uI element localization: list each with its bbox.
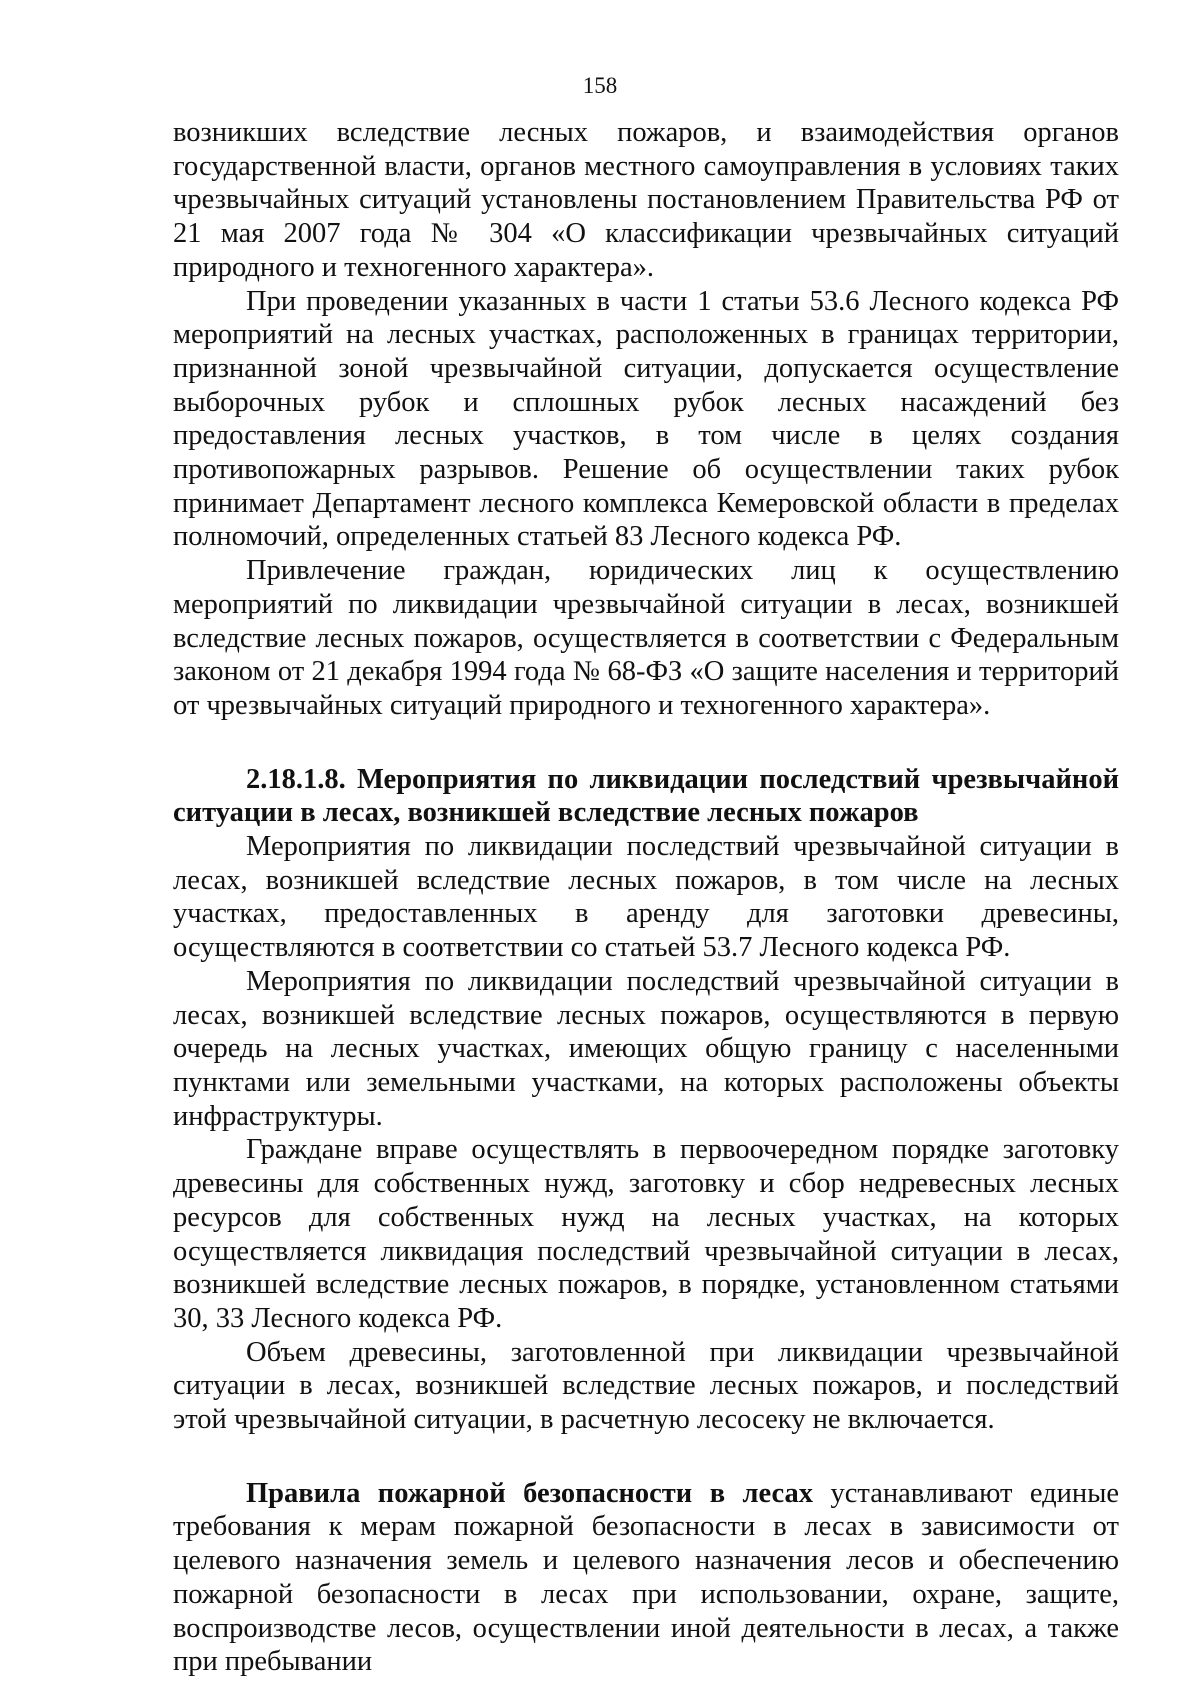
page-number: 158	[582, 73, 618, 98]
fire-safety-rules-text: устанавливают единые требования к мерам пожарной безопасности в лесах в зависимости от целевого назначения земель и целевого назначения лесов и обеспечению пожарной безопасности в лесах при использовании, охране, защите, воспроизводстве лесов, осуществлении иной деятельности в лесах, а также при пребывании	[173, 1477, 1119, 1678]
section-paragraph-priority-plots: Мероприятия по ликвидации последствий чрезвычайной ситуации в лесах, возникшей вследствие лесных пожаров, осуществляются в первую очередь на лесных участках, имеющих общую границу с населенными пунктами или земельными участками, на которых расположены объекты инфраструктуры.	[173, 965, 1119, 1132]
section-paragraph-citizens-rights: Граждане вправе осуществлять в первоочередном порядке заготовку древесины для собственных нужд, заготовку и сбор недревесных лесных ресурсов для собственных нужд на лесных участках, на которых осуществляется ликвидация последствий чрезвычайной ситуации в лесах, возникшей вследствие лесных пожаров, в порядке, установленном статьями 30, 33 Лесного кодекса РФ.	[173, 1134, 1119, 1334]
section-paragraph-leased-plots: Мероприятия по ликвидации последствий чрезвычайной ситуации в лесах, возникшей вследствие лесных пожаров, в том числе на лесных участках, предоставленных в аренду для заготовки древесины, осуществляются в соответствии со статьей 53.7 Лесного кодекса РФ.	[173, 831, 1119, 964]
page-content	[173, 116, 1119, 1679]
paragraph-fire-safety-rules	[173, 1477, 1119, 1679]
paragraph-felling-in-emergency-zone: При проведении указанных в части 1 статьи 53.6 Лесного кодекса РФ мероприятий на лесных участках, расположенных в границах территории, признанной зоной чрезвычайной ситуации, допускается осуществление выборочных рубок и сплошных рубок лесных насаждений без предоставления лесных участков, в том числе в целях создания противопожарных разрывов. Решение об осуществлении таких рубок принимает Департамент лесного комплекса Кемеровской области в пределах полномочий, определенных статьей 83 Лесного кодекса РФ.	[173, 285, 1119, 553]
fire-safety-rules-title: Правила пожарной безопасности в лесах	[246, 1477, 814, 1509]
section-paragraph-timber-volume: Объем древесины, заготовленной при ликвидации чрезвычайной ситуации в лесах, возникшей вследствие лесных пожаров, и последствий этой чрезвычайной ситуации, в расчетную лесосеку не включается.	[173, 1336, 1119, 1436]
paragraph-continuation: возникших вследствие лесных пожаров, и взаимодействия органов государственной власти, органов местного самоуправления в условиях таких чрезвычайных ситуаций установлены постановлением Правительства РФ от 21 мая 2007 года № 304 «О классификации чрезвычайных ситуаций природного и техногенного характера».	[173, 117, 1119, 283]
section-heading: 2.18.1.8. Мероприятия по ликвидации последствий чрезвычайной ситуации в лесах, возникшей вследствие лесных пожаров	[173, 763, 1119, 829]
paragraph-citizen-involvement: Привлечение граждан, юридических лиц к осуществлению мероприятий по ликвидации чрезвычайной ситуации в лесах, возникшей вследствие лесных пожаров, осуществляется в соответствии с Федеральным законом от 21 декабря 1994 года № 68-ФЗ «О защите населения и территорий от чрезвычайных ситуаций природного и техногенного характера».	[173, 555, 1119, 721]
